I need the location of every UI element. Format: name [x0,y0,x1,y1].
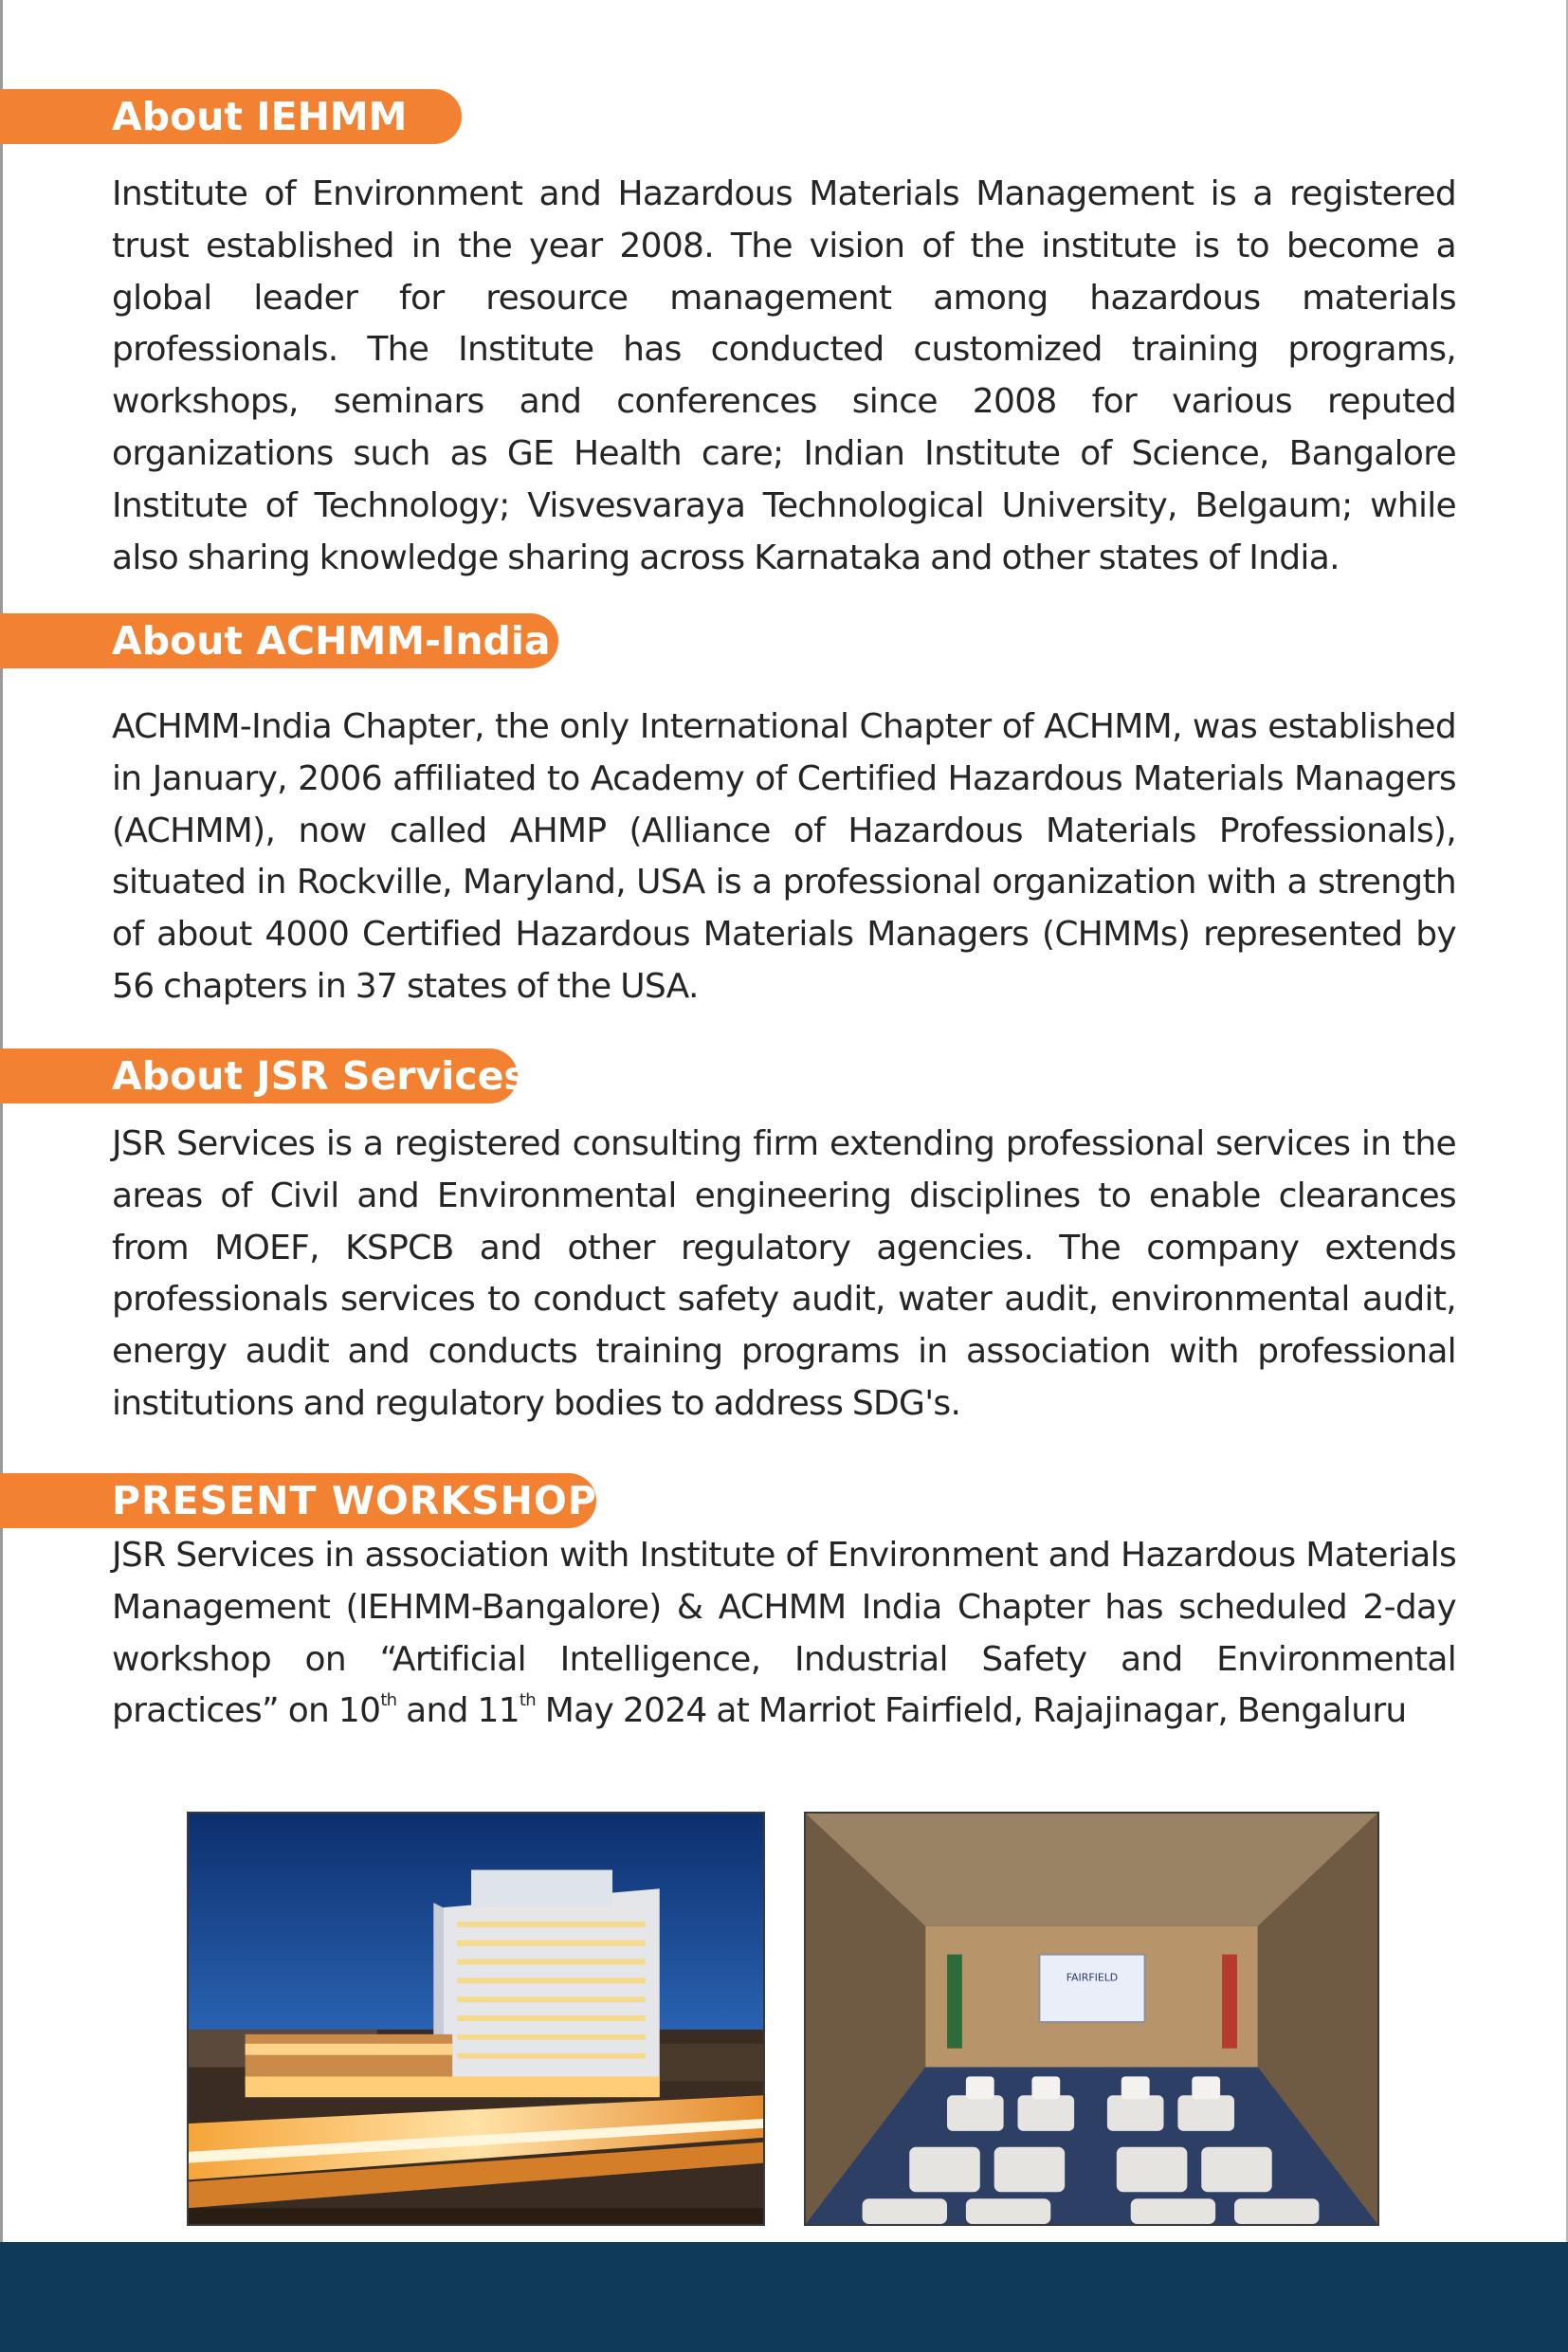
workshop-sup-1: th [380,1690,397,1711]
jsr-heading-tag [0,1048,527,1103]
footer-band [0,2242,1568,2352]
hotel-exterior-photo [187,1812,765,2226]
hotel-exterior-image [189,1814,763,2224]
hall-screen-text: FAIRFIELD [1066,1971,1119,1984]
workshop-sup-2: th [519,1690,536,1711]
conference-hall-image [806,1814,1377,2224]
workshop-body-text-2: and 11 [396,1691,520,1731]
iehmm-heading-tag [0,89,462,144]
conference-hall-photo [804,1812,1379,2226]
workshop-heading-tag [0,1473,596,1528]
jsr-heading: About JSR Services [112,1053,527,1099]
page-border-left [0,0,3,2242]
achmm-body: ACHMM-India Chapter, the only International Chapter of ACHMM, was established in January, 2006 affiliated to Academy of Certified Hazardous Materials Managers (ACHMM), now called AHMP (Alliance of Hazardous Materials Professionals), situated in Rockville, Maryland, USA is a professional organization with a strength of about 4000 Certified Hazardous Materials Managers (CHMMs) represented by 56 chapters in 37 states of the USA. [112,707,1456,1006]
workshop-body-text-1: JSR Services in association with Institute of Environment and Hazardous Materials Management (IEHMM-Bangalore) & ACHMM India Chapter has scheduled 2-day workshop on “Artificial Intelligence, Industrial Safety and Environmental practices” on 10 [112,1536,1456,1731]
iehmm-heading: About IEHMM [112,94,408,139]
achmm-heading-tag [0,613,558,668]
workshop-body-text-3: May 2024 at Marriot Fairfield, Rajajinagar, Bengaluru [536,1691,1407,1731]
jsr-body: JSR Services is a registered consulting firm extending professional services in the areas of Civil and Environmental engineering disciplines to enable clearances from MOEF, KSPCB and other regulatory agencies. The company extends professionals services to conduct safety audit, water audit, environmental audit, energy audit and conducts training programs in association with professional institutions and regulatory bodies to address SDG's. [112,1124,1456,1423]
workshop-heading: PRESENT WORKSHOP [112,1478,597,1523]
iehmm-body: Institute of Environment and Hazardous Materials Management is a registered trust established in the year 2008. The vision of the institute is to become a global leader for resource management among hazardous materials professionals. The Institute has conducted customized training programs, workshops, seminars and conferences since 2008 for various reputed organizations such as GE Health care; Indian Institute of Science, Bangalore Institute of Technology; Visvesvaraya Technological University, Belgaum; while also sharing knowledge sharing across Karnataka and other states of India. [112,174,1456,577]
achmm-heading: About ACHMM-India [112,618,551,664]
workshop-body [112,1530,1456,1738]
